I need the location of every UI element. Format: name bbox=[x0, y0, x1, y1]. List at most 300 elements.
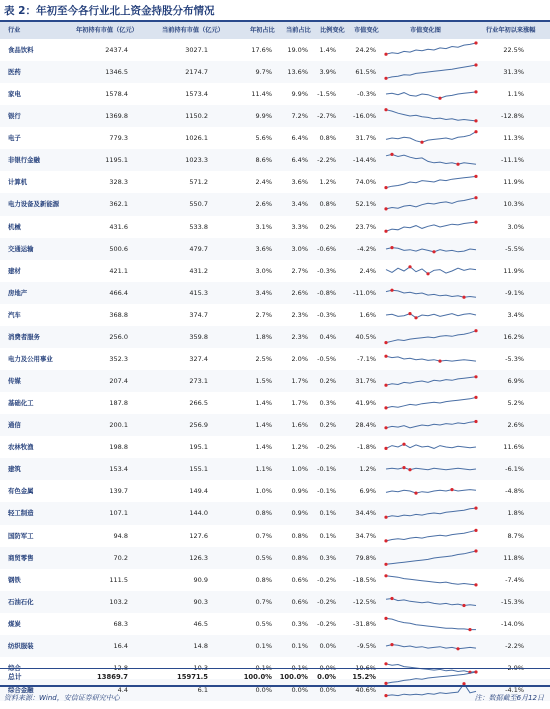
share-change: 0.2% bbox=[319, 421, 336, 430]
current-share: 7.2% bbox=[291, 112, 308, 121]
header-start-value: 年初持有市值（亿元） bbox=[76, 27, 138, 34]
industry-name: 纺织服装 bbox=[8, 641, 34, 650]
start-share: 1.8% bbox=[255, 332, 272, 341]
start-value: 16.4 bbox=[113, 641, 128, 650]
sparkline-max-marker bbox=[474, 507, 477, 510]
industry-return: 11.3% bbox=[503, 134, 524, 143]
sparkline-min-marker bbox=[474, 120, 477, 123]
sparkline-path bbox=[386, 644, 476, 648]
sparkline-max-marker bbox=[474, 175, 477, 178]
share-change: 0.3% bbox=[319, 399, 336, 408]
current-share: 0.1% bbox=[291, 641, 308, 650]
current-share: 1.2% bbox=[291, 443, 308, 452]
share-change: 0.3% bbox=[319, 553, 336, 562]
industry-name: 建筑 bbox=[8, 465, 21, 474]
current-value: 266.5 bbox=[189, 399, 208, 408]
current-share: 2.7% bbox=[291, 266, 308, 275]
value-change: 79.8% bbox=[355, 553, 376, 562]
sparkline-max-marker bbox=[390, 643, 393, 646]
sparkline-path bbox=[386, 490, 476, 494]
sparkline-min-marker bbox=[438, 97, 441, 100]
value-change: 1.6% bbox=[359, 310, 376, 319]
industry-name: 房地产 bbox=[8, 288, 28, 297]
start-share: 3.6% bbox=[255, 244, 272, 253]
share-change: -2.2% bbox=[317, 156, 336, 165]
table-row bbox=[0, 458, 550, 480]
start-share: 3.1% bbox=[255, 222, 272, 231]
industry-name: 银行 bbox=[8, 112, 21, 121]
industry-return: 31.3% bbox=[503, 68, 524, 77]
start-value: 4.4 bbox=[117, 686, 128, 695]
sparkline-path bbox=[386, 92, 476, 98]
start-share: 8.6% bbox=[255, 156, 272, 165]
current-share: 0.6% bbox=[291, 575, 308, 584]
table-row bbox=[0, 569, 550, 591]
sparkline-min-marker bbox=[438, 359, 441, 362]
table-row bbox=[0, 193, 550, 215]
start-value: 1195.1 bbox=[105, 156, 128, 165]
sparkline-min-marker bbox=[384, 406, 387, 409]
industry-return: -4.1% bbox=[505, 686, 524, 695]
sparkline-max-marker bbox=[390, 288, 393, 291]
share-change: -0.1% bbox=[317, 465, 336, 474]
sparkline-path bbox=[386, 198, 476, 209]
industry-name: 有色金属 bbox=[8, 487, 34, 496]
table-row bbox=[0, 613, 550, 635]
sparkline-min-marker bbox=[384, 694, 387, 697]
share-change: -2.7% bbox=[317, 112, 336, 121]
row-sparkline bbox=[384, 416, 478, 434]
industry-return: 10.3% bbox=[503, 200, 524, 209]
industry-name: 消费者服务 bbox=[8, 332, 40, 341]
table-row bbox=[0, 525, 550, 547]
sparkline-max-marker bbox=[384, 662, 387, 665]
date-note: 注：数据截至6月12日 bbox=[474, 694, 544, 702]
industry-return: 22.5% bbox=[503, 46, 524, 54]
current-value: 144.0 bbox=[189, 509, 208, 518]
table-row bbox=[0, 591, 550, 613]
share-change: -0.6% bbox=[317, 244, 336, 253]
start-value: 500.6 bbox=[109, 244, 128, 253]
sparkline-max-marker bbox=[384, 574, 387, 577]
row-sparkline bbox=[384, 218, 478, 236]
industry-return: 3.0% bbox=[507, 222, 524, 231]
table-row bbox=[0, 105, 550, 127]
sparkline-path bbox=[386, 177, 476, 188]
current-share: 19.0% bbox=[287, 46, 308, 54]
table-row bbox=[0, 61, 550, 83]
row-sparkline bbox=[384, 173, 478, 191]
start-value: 107.1 bbox=[109, 509, 128, 518]
industry-name: 轻工制造 bbox=[8, 509, 34, 518]
start-share: 0.1% bbox=[255, 641, 272, 650]
industry-return: -2.9% bbox=[505, 663, 524, 672]
row-sparkline bbox=[384, 195, 478, 213]
industry-name: 通信 bbox=[8, 421, 21, 430]
industry-return: 2.6% bbox=[507, 421, 524, 430]
row-sparkline bbox=[384, 328, 478, 346]
industry-return: 16.2% bbox=[503, 332, 524, 341]
start-value: 431.6 bbox=[109, 222, 128, 231]
sparkline-min-marker bbox=[408, 468, 411, 471]
sparkline-path bbox=[386, 222, 476, 231]
industry-return: -4.8% bbox=[505, 487, 524, 496]
industry-name: 非银行金融 bbox=[8, 156, 40, 165]
value-change: -16.0% bbox=[353, 112, 376, 121]
sparkline-max-marker bbox=[474, 220, 477, 223]
sparkline-path bbox=[386, 551, 476, 564]
share-change: -0.8% bbox=[317, 288, 336, 297]
sparkline-min-marker bbox=[384, 447, 387, 450]
value-change: -7.1% bbox=[357, 354, 376, 363]
start-value: 352.3 bbox=[109, 354, 128, 363]
sparkline-min-marker bbox=[384, 539, 387, 542]
start-value: 779.3 bbox=[109, 134, 128, 143]
sparkline-path bbox=[386, 313, 476, 317]
table-row bbox=[0, 216, 550, 238]
current-share: 3.4% bbox=[291, 200, 308, 209]
sparkline-max-marker bbox=[402, 466, 405, 469]
sparkline-path bbox=[386, 598, 476, 605]
sparkline-max-marker bbox=[474, 375, 477, 378]
total-current-share: 100.0% bbox=[279, 673, 308, 681]
start-share: 0.5% bbox=[255, 553, 272, 562]
row-sparkline bbox=[384, 394, 478, 412]
start-value: 1369.8 bbox=[105, 112, 128, 121]
value-change: 31.7% bbox=[355, 134, 376, 143]
sparkline-max-marker bbox=[474, 197, 477, 200]
sparkline-min-marker bbox=[384, 516, 387, 519]
sparkline-max-marker bbox=[474, 41, 477, 44]
sparkline-min-marker bbox=[462, 295, 465, 298]
row-sparkline bbox=[384, 504, 478, 522]
current-value: 2174.7 bbox=[185, 68, 208, 77]
table-title: 表 2：年初至今各行业北上资金持股分布情况 bbox=[4, 5, 215, 17]
current-share: 2.0% bbox=[291, 354, 308, 363]
value-change: 6.9% bbox=[359, 487, 376, 496]
share-change: 0.8% bbox=[319, 134, 336, 143]
current-value: 46.5 bbox=[193, 619, 208, 628]
industry-name: 家电 bbox=[8, 90, 21, 99]
total-start-share: 100.0% bbox=[243, 673, 272, 681]
current-share: 1.0% bbox=[291, 465, 308, 474]
start-share: 2.4% bbox=[255, 178, 272, 187]
start-share: 2.7% bbox=[255, 310, 272, 319]
share-change: 0.2% bbox=[319, 222, 336, 231]
sparkline-path bbox=[386, 132, 476, 143]
start-share: 1.0% bbox=[255, 487, 272, 496]
share-change: 0.8% bbox=[319, 200, 336, 209]
sparkline-max-marker bbox=[474, 670, 477, 673]
start-value: 12.8 bbox=[113, 663, 128, 672]
sparkline-max-marker bbox=[474, 396, 477, 399]
value-change: -0.3% bbox=[357, 90, 376, 99]
sparkline-path bbox=[386, 509, 476, 518]
current-value: 155.1 bbox=[189, 465, 208, 474]
header-value-change: 市值变化 bbox=[354, 27, 379, 34]
header-share-change: 比例变化 bbox=[320, 27, 345, 34]
table-row bbox=[0, 392, 550, 414]
start-value: 207.4 bbox=[109, 377, 128, 386]
current-value: 3027.1 bbox=[185, 46, 208, 54]
sparkline-path bbox=[386, 43, 476, 54]
total-value-change: 15.2% bbox=[352, 673, 376, 681]
industry-return: 6.9% bbox=[507, 377, 524, 386]
start-value: 466.4 bbox=[109, 288, 128, 297]
start-share: 1.4% bbox=[255, 443, 272, 452]
sparkline-min-marker bbox=[474, 583, 477, 586]
start-value: 421.1 bbox=[109, 266, 128, 275]
industry-return: -5.3% bbox=[505, 354, 524, 363]
start-value: 187.8 bbox=[109, 399, 128, 408]
table-row bbox=[0, 635, 550, 657]
row-sparkline bbox=[384, 460, 478, 478]
sparkline-max-marker bbox=[390, 246, 393, 249]
sparkline-max-marker bbox=[474, 549, 477, 552]
header-industry-return: 行业年初以来涨幅 bbox=[486, 27, 536, 34]
current-share: 9.9% bbox=[291, 90, 308, 99]
industry-return: -5.5% bbox=[505, 244, 524, 253]
start-share: 0.0% bbox=[255, 686, 272, 695]
sparkline-max-marker bbox=[474, 329, 477, 332]
current-share: 0.0% bbox=[291, 686, 308, 695]
current-share: 6.4% bbox=[291, 156, 308, 165]
start-share: 1.4% bbox=[255, 399, 272, 408]
table-row bbox=[0, 260, 550, 282]
industry-name: 交通运输 bbox=[8, 244, 34, 253]
value-change: 24.2% bbox=[355, 46, 376, 54]
industry-return: 11.8% bbox=[503, 553, 524, 562]
row-sparkline bbox=[384, 350, 478, 368]
sparkline-max-marker bbox=[408, 265, 411, 268]
industry-return: 11.9% bbox=[503, 266, 524, 275]
current-value: 550.7 bbox=[189, 200, 208, 209]
share-change: -0.2% bbox=[317, 443, 336, 452]
sparkline-max-marker bbox=[390, 153, 393, 156]
sparkline-max-marker bbox=[474, 528, 477, 531]
start-share: 2.6% bbox=[255, 200, 272, 209]
current-share: 13.6% bbox=[287, 68, 308, 77]
current-value: 1573.4 bbox=[185, 90, 208, 99]
table-row bbox=[0, 149, 550, 171]
industry-name: 石油石化 bbox=[8, 597, 34, 606]
current-share: 0.1% bbox=[291, 663, 308, 672]
share-change: 1.2% bbox=[319, 178, 336, 187]
sparkline-path bbox=[386, 377, 476, 385]
sparkline-path bbox=[386, 422, 476, 428]
value-change: -14.4% bbox=[353, 156, 376, 165]
industry-name: 医药 bbox=[8, 68, 21, 77]
sparkline-max-marker bbox=[384, 617, 387, 620]
current-value: 10.3 bbox=[193, 663, 208, 672]
total-share-change: 0.0% bbox=[317, 673, 336, 681]
start-value: 111.5 bbox=[109, 575, 128, 584]
sparkline-min-marker bbox=[462, 604, 465, 607]
current-value: 359.8 bbox=[189, 332, 208, 341]
industry-return: -11.1% bbox=[501, 156, 524, 165]
start-share: 0.8% bbox=[255, 509, 272, 518]
row-sparkline bbox=[384, 549, 478, 567]
industry-name: 综合 bbox=[8, 663, 21, 672]
current-value: 273.1 bbox=[189, 377, 208, 386]
value-change: -9.5% bbox=[357, 641, 376, 650]
row-sparkline bbox=[384, 306, 478, 324]
industry-return: -12.8% bbox=[501, 112, 524, 121]
industry-return: 8.7% bbox=[507, 531, 524, 540]
current-share: 2.3% bbox=[291, 332, 308, 341]
total-sparkline bbox=[384, 670, 478, 686]
row-sparkline bbox=[384, 482, 478, 500]
table-row bbox=[0, 502, 550, 524]
row-sparkline bbox=[384, 284, 478, 302]
value-change: 34.7% bbox=[355, 531, 376, 540]
table-row bbox=[0, 238, 550, 260]
current-value: 1023.3 bbox=[185, 156, 208, 165]
row-sparkline bbox=[384, 372, 478, 390]
sparkline-min-marker bbox=[384, 341, 387, 344]
value-change: -19.6% bbox=[353, 663, 376, 672]
sparkline-path bbox=[386, 65, 476, 78]
table-header bbox=[0, 22, 550, 39]
value-change: -1.8% bbox=[357, 443, 376, 452]
row-sparkline bbox=[384, 615, 478, 633]
share-change: -1.5% bbox=[317, 90, 336, 99]
sparkline-path bbox=[386, 290, 476, 297]
table-row bbox=[0, 370, 550, 392]
header-start-share: 年初占比 bbox=[250, 27, 275, 34]
table-row bbox=[0, 171, 550, 193]
current-share: 6.4% bbox=[291, 134, 308, 143]
current-value: 1150.2 bbox=[185, 112, 208, 121]
industry-name: 机械 bbox=[8, 222, 21, 231]
industry-return: -2.2% bbox=[505, 641, 524, 650]
row-sparkline bbox=[384, 107, 478, 125]
current-value: 14.8 bbox=[193, 641, 208, 650]
industry-name: 传媒 bbox=[8, 377, 21, 386]
value-change: 41.9% bbox=[355, 399, 376, 408]
current-share: 1.6% bbox=[291, 421, 308, 430]
total-start-value: 13869.7 bbox=[97, 673, 128, 681]
industry-name: 电子 bbox=[8, 134, 21, 143]
value-change: 31.7% bbox=[355, 377, 376, 386]
start-value: 1578.4 bbox=[105, 90, 128, 99]
start-share: 5.6% bbox=[255, 134, 272, 143]
industry-name: 建材 bbox=[8, 266, 21, 275]
value-change: 1.2% bbox=[359, 465, 376, 474]
row-sparkline bbox=[384, 262, 478, 280]
row-sparkline bbox=[384, 527, 478, 545]
sparkline-min-marker bbox=[456, 647, 459, 650]
industry-name: 农林牧渔 bbox=[8, 443, 34, 452]
value-change: 23.7% bbox=[355, 222, 376, 231]
industry-return: 11.6% bbox=[503, 443, 524, 452]
sparkline-min-marker bbox=[384, 208, 387, 211]
sparkline-path bbox=[386, 398, 476, 409]
row-sparkline bbox=[384, 129, 478, 147]
industry-return: 1.8% bbox=[507, 509, 524, 518]
current-share: 3.3% bbox=[291, 222, 308, 231]
value-change: 52.1% bbox=[355, 200, 376, 209]
share-change: 1.4% bbox=[319, 46, 336, 54]
share-change: 0.4% bbox=[319, 332, 336, 341]
start-share: 0.7% bbox=[255, 531, 272, 540]
sparkline-max-marker bbox=[474, 130, 477, 133]
current-value: 127.6 bbox=[189, 531, 208, 540]
sparkline-max-marker bbox=[450, 488, 453, 491]
table-row bbox=[0, 39, 550, 61]
sparkline-max-marker bbox=[474, 90, 477, 93]
table-row bbox=[0, 83, 550, 105]
industry-return: -7.4% bbox=[505, 575, 524, 584]
current-share: 0.3% bbox=[291, 619, 308, 628]
start-share: 11.4% bbox=[251, 90, 272, 99]
industry-return: 1.1% bbox=[507, 90, 524, 99]
sparkline-max-marker bbox=[474, 420, 477, 423]
share-change: 3.9% bbox=[319, 68, 336, 77]
industry-return: -9.1% bbox=[505, 288, 524, 297]
industry-name: 电力设备及新能源 bbox=[8, 200, 60, 209]
start-value: 70.2 bbox=[113, 553, 128, 562]
start-share: 0.5% bbox=[255, 619, 272, 628]
row-sparkline bbox=[384, 637, 478, 655]
current-share: 0.9% bbox=[291, 509, 308, 518]
value-change: 61.5% bbox=[355, 68, 376, 77]
sparkline-min-marker bbox=[384, 562, 387, 565]
start-value: 139.7 bbox=[109, 487, 128, 496]
start-value: 94.8 bbox=[113, 531, 128, 540]
current-share: 0.8% bbox=[291, 553, 308, 562]
current-share: 2.3% bbox=[291, 310, 308, 319]
value-change: -31.8% bbox=[353, 619, 376, 628]
start-share: 3.0% bbox=[255, 266, 272, 275]
current-value: 415.3 bbox=[189, 288, 208, 297]
value-change: -11.0% bbox=[353, 288, 376, 297]
value-change: 74.0% bbox=[355, 178, 376, 187]
sparkline-min-marker bbox=[426, 272, 429, 275]
table-row bbox=[0, 304, 550, 326]
header-trend: 市值变化图 bbox=[410, 27, 441, 34]
current-value: 431.2 bbox=[189, 266, 208, 275]
industry-name: 汽车 bbox=[8, 310, 21, 319]
share-change: 0.0% bbox=[319, 663, 336, 672]
header-current-value: 当前持有市值（亿元） bbox=[162, 27, 224, 34]
industry-return: 11.9% bbox=[503, 178, 524, 187]
sparkline-max-marker bbox=[384, 355, 387, 358]
industry-name: 综合金融 bbox=[8, 686, 34, 695]
sparkline-min-marker bbox=[384, 384, 387, 387]
value-change: 40.5% bbox=[355, 332, 376, 341]
start-share: 1.4% bbox=[255, 421, 272, 430]
start-share: 1.5% bbox=[255, 377, 272, 386]
sparkline-min-marker bbox=[384, 682, 387, 685]
sparkline-min-marker bbox=[456, 163, 459, 166]
current-value: 571.2 bbox=[189, 178, 208, 187]
table-row bbox=[0, 326, 550, 348]
current-value: 479.7 bbox=[189, 244, 208, 253]
row-sparkline bbox=[384, 593, 478, 611]
start-share: 0.1% bbox=[255, 663, 272, 672]
current-value: 374.7 bbox=[189, 310, 208, 319]
current-share: 0.6% bbox=[291, 597, 308, 606]
share-change: 0.1% bbox=[319, 509, 336, 518]
sparkline-path bbox=[386, 530, 476, 541]
sparkline-max-marker bbox=[474, 63, 477, 66]
start-value: 1346.5 bbox=[105, 68, 128, 77]
industry-name: 煤炭 bbox=[8, 619, 21, 628]
current-value: 126.3 bbox=[189, 553, 208, 562]
start-value: 362.1 bbox=[109, 200, 128, 209]
start-share: 1.1% bbox=[255, 465, 272, 474]
